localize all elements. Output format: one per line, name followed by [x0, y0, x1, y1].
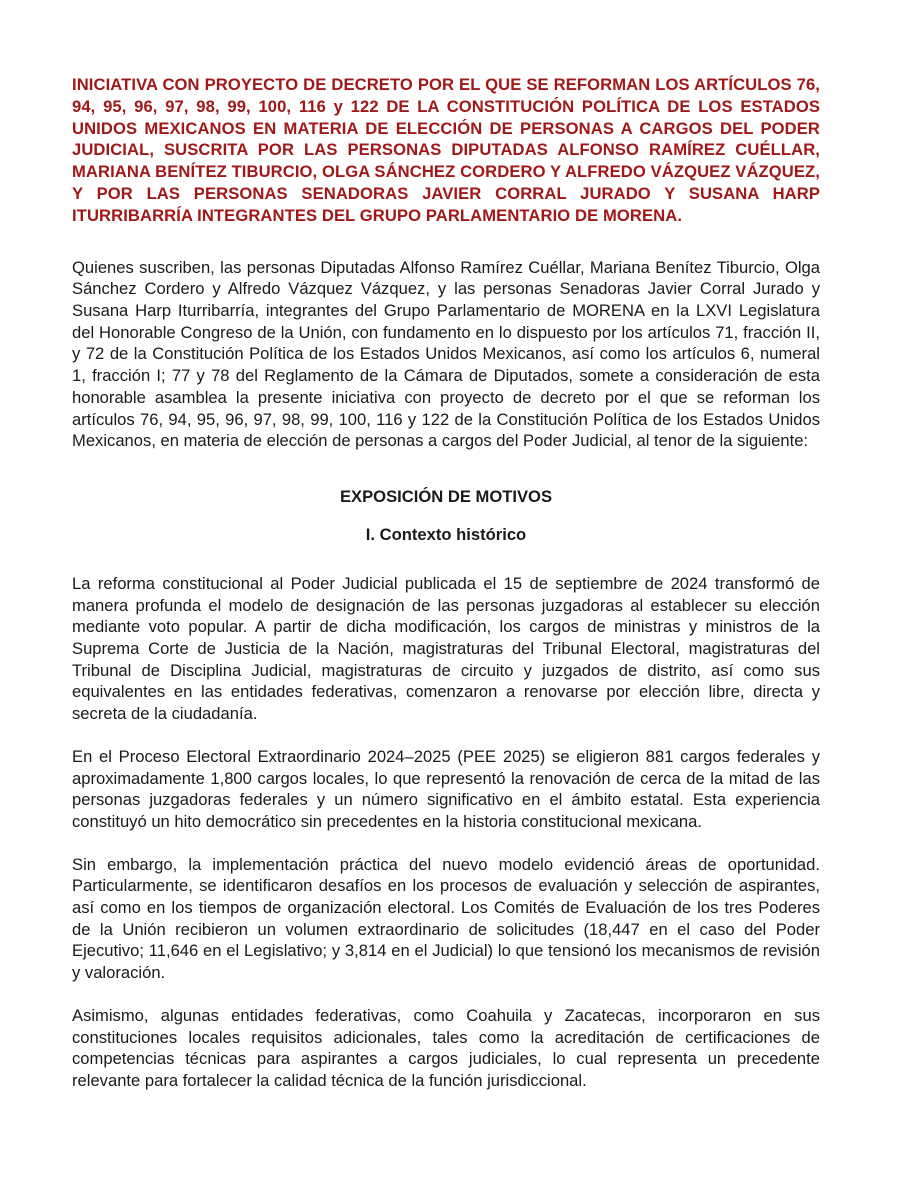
body-paragraph: En el Proceso Electoral Extraordinario 2024–2025 (PEE 2025) se eligieron 881 cargos federales y aproximadamente 1,800 cargos locales, lo que representó la renovación de cerca de la mitad de las personas juzgadoras federales y un número significativo en el ámbito estatal. Esta experiencia constituyó un hito democrático sin precedentes en la historia constitucional mexicana. [72, 746, 820, 831]
subsection-heading: I. Contexto histórico [365, 524, 527, 544]
body-paragraph: Sin embargo, la implementación práctica del nuevo modelo evidenció áreas de oportunidad. Particularmente, se identificaron desafíos en los procesos de evaluación y selección de aspirantes, así como en los tiempos de organización electoral. Los Comités de Evaluación de los tres Poderes de la Unión recibieron un volumen extraordinario de solicitudes (18,447 en el caso del Poder Ejecutivo; 11,646 en el Legislativo; y 3,814 en el Judicial) lo que tensionó los mecanismos de revisión y valoración. [72, 854, 820, 983]
document-title: INICIATIVA CON PROYECTO DE DECRETO POR EL QUE SE REFORMAN LOS ARTÍCULOS 76, 94, 95, 96, 97, 98, 99, 100, 116 y 122 DE LA CONSTITUCIÓN POLÍTICA DE LOS ESTADOS UNIDOS MEXICANOS EN MATERIA DE ELECCIÓN DE PERSONAS A CARGOS DEL PODER JUDICIAL, SUSCRITA POR LAS PERSONAS DIPUTADAS ALFONSO RAMÍREZ CUÉLLAR, MARIANA BENÍTEZ TIBURCIO, OLGA SÁNCHEZ CORDERO Y ALFREDO VÁZQUEZ VÁZQUEZ, Y POR LAS PERSONAS SENADORAS JAVIER CORRAL JURADO Y SUSANA HARP ITURRIBARRÍA INTEGRANTES DEL GRUPO PARLAMENTARIO DE MORENA. [72, 75, 820, 225]
intro-paragraph: Quienes suscriben, las personas Diputadas Alfonso Ramírez Cuéllar, Mariana Benítez Tiburcio, Olga Sánchez Cordero y Alfredo Vázquez Vázquez, y las personas Senadoras Javier Corral Jurado y Susana Harp Iturribarría, integrantes del Grupo Parlamentario de MORENA en la LXVI Legislatura del Honorable Congreso de la Unión, con fundamento en lo dispuesto por los artículos 71, fracción II, y 72 de la Constitución Política de los Estados Unidos Mexicanos, así como los artículos 6, numeral 1, fracción I; 77 y 78 del Reglamento de la Cámara de Diputados, somete a consideración de esta honorable asamblea la presente iniciativa con proyecto de decreto por el que se reforman los artículos 76, 94, 95, 96, 97, 98, 99, 100, 116 y 122 de la Constitución Política de los Estados Unidos Mexicanos, en materia de elección de personas a cargos del Poder Judicial, al tenor de la siguiente: [72, 257, 820, 451]
document-page [72, 74, 820, 1092]
body-paragraph: La reforma constitucional al Poder Judicial publicada el 15 de septiembre de 2024 transformó de manera profunda el modelo de designación de las personas juzgadoras al establecer su elección mediante voto popular. A partir de dicha modificación, los cargos de ministras y ministros de la Suprema Corte de Justicia de la Nación, magistraturas del Tribunal Electoral, magistraturas del Tribunal de Disciplina Judicial, magistraturas de circuito y juzgados de distrito, así como sus equivalentes en las entidades federativas, comenzaron a renovarse por elección libre, directa y secreta de la ciudadanía. [72, 573, 820, 724]
section-heading: EXPOSICIÓN DE MOTIVOS [339, 486, 553, 506]
body-paragraph: Asimismo, algunas entidades federativas, como Coahuila y Zacatecas, incorporaron en sus constituciones locales requisitos adicionales, tales como la acreditación de certificaciones de competencias técnicas para aspirantes a cargos judiciales, lo cual representa un precedente relevante para fortalecer la calidad técnica de la función jurisdiccional. [72, 1005, 820, 1090]
